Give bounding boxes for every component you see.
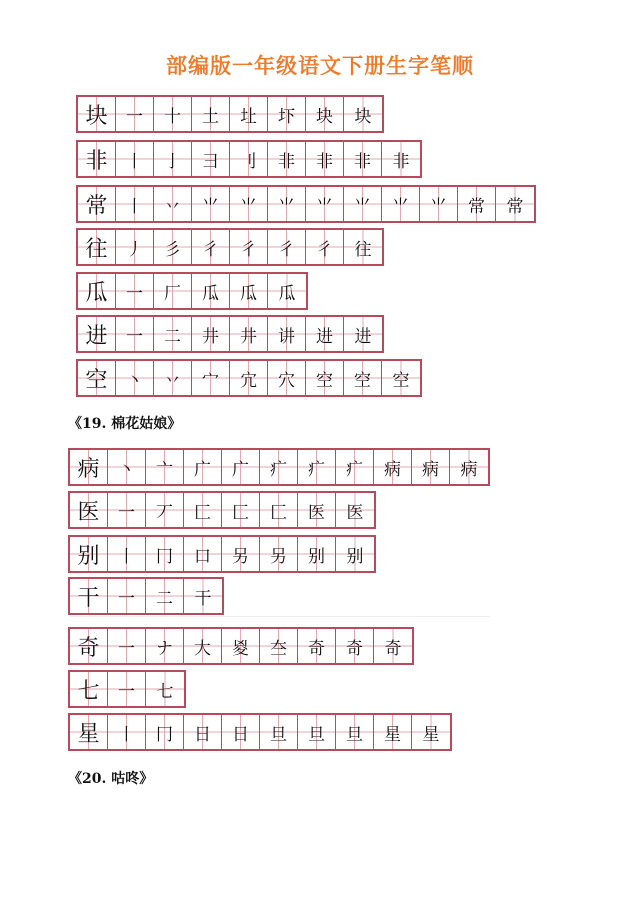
stroke-cell	[146, 715, 184, 749]
divider	[70, 616, 490, 617]
stroke-row	[68, 577, 224, 615]
glyph: 宀	[202, 370, 219, 391]
glyph: 七	[77, 678, 100, 704]
stroke-cell	[184, 579, 222, 613]
glyph: 穴	[278, 370, 295, 391]
stroke-cell	[146, 493, 184, 527]
stroke-cell	[268, 142, 306, 176]
stroke-row	[76, 272, 308, 310]
stroke-cell	[222, 493, 260, 527]
stroke-row	[68, 535, 376, 573]
glyph: 一	[118, 588, 135, 609]
glyph: ⺌	[354, 196, 371, 217]
stroke-cell	[154, 274, 192, 308]
stroke-cell	[116, 274, 154, 308]
glyph: 病	[384, 459, 401, 480]
stroke-cell	[154, 230, 192, 264]
glyph: 星	[77, 721, 100, 747]
stroke-cell	[108, 715, 146, 749]
character-cell	[78, 317, 116, 351]
stroke-cell	[192, 97, 230, 131]
glyph: 奇	[384, 638, 402, 659]
glyph: 瓜	[240, 283, 257, 304]
stroke-row	[76, 140, 422, 178]
stroke-cell	[496, 187, 534, 221]
stroke-row	[68, 670, 186, 708]
glyph: 旦	[346, 724, 363, 745]
stroke-row	[68, 491, 376, 529]
stroke-row	[68, 713, 452, 751]
stroke-cell	[260, 493, 298, 527]
character-cell	[70, 629, 108, 663]
glyph: ⺌	[392, 196, 409, 217]
stroke-cell	[336, 493, 374, 527]
glyph: 一	[126, 106, 143, 127]
stroke-cell	[298, 450, 336, 484]
glyph: 空	[316, 370, 333, 391]
stroke-cell	[184, 629, 222, 663]
stroke-cell	[146, 672, 184, 706]
stroke-cell	[344, 97, 382, 131]
glyph: 一	[118, 681, 135, 702]
stroke-row	[76, 185, 536, 223]
stroke-row	[76, 315, 384, 353]
stroke-row	[68, 448, 490, 486]
stroke-cell	[374, 629, 412, 663]
glyph: 广	[194, 459, 211, 480]
glyph: 亠	[156, 459, 173, 480]
glyph: 一	[118, 502, 135, 523]
glyph: 医	[346, 502, 364, 523]
glyph: 丶	[118, 459, 135, 480]
stroke-cell	[412, 715, 450, 749]
stroke-cell	[146, 450, 184, 484]
glyph: 常	[468, 196, 485, 217]
stroke-cell	[230, 187, 268, 221]
stroke-cell	[268, 230, 306, 264]
glyph: 彳	[202, 239, 219, 260]
glyph: 彳	[316, 239, 333, 260]
stroke-cell	[230, 230, 268, 264]
glyph: 干	[77, 585, 100, 611]
stroke-cell	[222, 537, 260, 571]
glyph: 彐	[202, 151, 219, 172]
stroke-cell	[336, 629, 374, 663]
glyph: 井	[202, 326, 219, 347]
stroke-cell	[230, 361, 268, 395]
glyph: 日	[194, 724, 211, 745]
glyph: 七	[156, 681, 174, 702]
stroke-cell	[108, 450, 146, 484]
stroke-cell	[154, 317, 192, 351]
glyph: ナ	[156, 638, 173, 659]
glyph: 讲	[278, 326, 295, 347]
glyph: 干	[194, 588, 212, 609]
glyph: 往	[85, 236, 108, 262]
stroke-cell	[108, 493, 146, 527]
stroke-cell	[382, 142, 420, 176]
glyph: 大	[194, 638, 211, 659]
stroke-cell	[230, 317, 268, 351]
stroke-cell	[184, 537, 222, 571]
glyph: 丷	[164, 196, 181, 217]
character-cell	[78, 187, 116, 221]
glyph: 常	[506, 196, 524, 217]
glyph: 匚	[270, 502, 287, 523]
glyph: 圷	[278, 106, 295, 127]
stroke-cell	[268, 361, 306, 395]
stroke-cell	[268, 97, 306, 131]
stroke-cell	[116, 97, 154, 131]
glyph: 圵	[240, 106, 257, 127]
glyph: 刂	[240, 151, 257, 172]
glyph: 夳	[270, 638, 287, 659]
glyph: 常	[85, 193, 108, 219]
glyph: 进	[316, 326, 333, 347]
stroke-cell	[154, 142, 192, 176]
stroke-cell	[382, 361, 420, 395]
stroke-cell	[458, 187, 496, 221]
stroke-cell	[306, 97, 344, 131]
glyph: ⺌	[316, 196, 333, 217]
glyph: 病	[460, 459, 478, 480]
stroke-cell	[374, 715, 412, 749]
glyph: 别	[308, 546, 325, 567]
glyph: 奇	[346, 638, 363, 659]
stroke-cell	[154, 361, 192, 395]
stroke-cell	[306, 187, 344, 221]
stroke-cell	[230, 274, 268, 308]
glyph: ⺌	[240, 196, 257, 217]
glyph: 往	[354, 239, 372, 260]
glyph: 井	[240, 326, 257, 347]
glyph: 疒	[346, 459, 363, 480]
glyph: 块	[354, 106, 372, 127]
stroke-cell	[222, 629, 260, 663]
glyph: 疒	[308, 459, 325, 480]
stroke-cell	[268, 187, 306, 221]
glyph: 口	[194, 546, 211, 567]
stroke-cell	[116, 142, 154, 176]
stroke-cell	[298, 537, 336, 571]
stroke-cell	[260, 450, 298, 484]
stroke-cell	[108, 672, 146, 706]
stroke-cell	[260, 629, 298, 663]
glyph: 块	[85, 103, 108, 129]
glyph: 丶	[126, 370, 143, 391]
stroke-cell	[450, 450, 488, 484]
glyph: 匚	[194, 502, 211, 523]
character-cell	[70, 672, 108, 706]
stroke-cell	[306, 142, 344, 176]
stroke-cell	[108, 579, 146, 613]
stroke-cell	[108, 629, 146, 663]
glyph: 进	[85, 323, 108, 349]
stroke-cell	[268, 317, 306, 351]
glyph: 彳	[278, 239, 295, 260]
glyph: 丨	[118, 724, 135, 745]
stroke-row	[76, 359, 422, 397]
stroke-cell	[230, 97, 268, 131]
glyph: 病	[422, 459, 439, 480]
glyph: 日	[232, 724, 249, 745]
glyph: 非	[85, 148, 108, 174]
stroke-cell	[382, 187, 420, 221]
character-cell	[70, 537, 108, 571]
stroke-cell	[146, 537, 184, 571]
stroke-cell	[336, 450, 374, 484]
character-cell	[70, 579, 108, 613]
glyph: 厂	[164, 283, 181, 304]
glyph: 一	[126, 326, 143, 347]
stroke-cell	[230, 142, 268, 176]
glyph: 一	[126, 283, 143, 304]
glyph: 丷	[164, 370, 181, 391]
glyph: 旦	[308, 724, 325, 745]
glyph: ⺌	[278, 196, 295, 217]
stroke-cell	[116, 361, 154, 395]
stroke-cell	[344, 230, 382, 264]
glyph: 医	[308, 502, 325, 523]
glyph: 别	[346, 546, 364, 567]
stroke-cell	[154, 97, 192, 131]
stroke-cell	[146, 629, 184, 663]
glyph: 医	[77, 499, 100, 525]
glyph: ⺌	[202, 196, 219, 217]
glyph: 星	[422, 724, 440, 745]
stroke-cell	[420, 187, 458, 221]
glyph: 奇	[77, 635, 100, 661]
lesson-20-heading: 《20. 咕咚》	[68, 771, 154, 787]
glyph: 丿	[126, 239, 143, 260]
character-cell	[78, 97, 116, 131]
stroke-cell	[306, 361, 344, 395]
character-cell	[70, 493, 108, 527]
glyph: 另	[232, 546, 249, 567]
glyph: 疒	[270, 459, 287, 480]
glyph: 空	[392, 370, 410, 391]
glyph: 空	[85, 367, 108, 393]
stroke-cell	[146, 579, 184, 613]
stroke-cell	[192, 187, 230, 221]
character-cell	[78, 361, 116, 395]
glyph: 丆	[156, 502, 173, 523]
glyph: 亅	[164, 151, 181, 172]
stroke-cell	[306, 317, 344, 351]
glyph: 奇	[308, 638, 325, 659]
stroke-cell	[192, 142, 230, 176]
stroke-cell	[116, 230, 154, 264]
stroke-cell	[108, 537, 146, 571]
glyph: 丨	[118, 546, 135, 567]
stroke-cell	[116, 187, 154, 221]
stroke-cell	[374, 450, 412, 484]
glyph: 另	[270, 546, 287, 567]
stroke-cell	[184, 493, 222, 527]
glyph: 丨	[126, 196, 143, 217]
glyph: 二	[156, 588, 173, 609]
glyph: 广	[232, 459, 249, 480]
glyph: 进	[354, 326, 372, 347]
character-cell	[78, 274, 116, 308]
glyph: 非	[354, 151, 371, 172]
stroke-cell	[344, 317, 382, 351]
stroke-row	[76, 228, 384, 266]
stroke-cell	[192, 317, 230, 351]
stroke-cell	[192, 361, 230, 395]
stroke-cell	[306, 230, 344, 264]
stroke-cell	[184, 450, 222, 484]
glyph: 非	[392, 151, 410, 172]
glyph: 别	[77, 543, 100, 569]
stroke-cell	[184, 715, 222, 749]
glyph: 彡	[164, 239, 181, 260]
stroke-cell	[222, 715, 260, 749]
stroke-cell	[192, 274, 230, 308]
glyph: 丨	[126, 151, 143, 172]
glyph: 非	[278, 151, 295, 172]
stroke-cell	[298, 493, 336, 527]
glyph: 一	[118, 638, 135, 659]
glyph: 旦	[270, 724, 287, 745]
glyph: 非	[316, 151, 333, 172]
stroke-cell	[344, 142, 382, 176]
stroke-cell	[298, 629, 336, 663]
stroke-cell	[154, 187, 192, 221]
stroke-cell	[192, 230, 230, 264]
glyph: ⺌	[430, 196, 447, 217]
glyph: 宂	[240, 370, 257, 391]
stroke-cell	[336, 715, 374, 749]
glyph: 瓜	[85, 280, 108, 306]
glyph: 土	[202, 106, 219, 127]
stroke-cell	[336, 537, 374, 571]
stroke-cell	[260, 715, 298, 749]
stroke-cell	[268, 274, 306, 308]
stroke-cell	[298, 715, 336, 749]
character-cell	[70, 450, 108, 484]
character-cell	[78, 230, 116, 264]
stroke-row	[68, 627, 414, 665]
glyph: 空	[354, 370, 371, 391]
stroke-row	[76, 95, 384, 133]
stroke-cell	[116, 317, 154, 351]
glyph: 匚	[232, 502, 249, 523]
glyph: 块	[316, 106, 333, 127]
glyph: 彳	[240, 239, 257, 260]
glyph: 病	[77, 456, 100, 482]
lesson-19-heading: 《19. 棉花姑娘》	[68, 416, 182, 432]
stroke-cell	[344, 187, 382, 221]
glyph: 㚇	[232, 638, 249, 659]
stroke-cell	[344, 361, 382, 395]
glyph: 瓜	[202, 283, 219, 304]
stroke-cell	[412, 450, 450, 484]
glyph: 星	[384, 724, 401, 745]
glyph: 冂	[156, 724, 173, 745]
page-title: 部编版一年级语文下册生字笔顺	[166, 54, 474, 78]
stroke-cell	[222, 450, 260, 484]
glyph: 二	[164, 326, 181, 347]
character-cell	[78, 142, 116, 176]
character-cell	[70, 715, 108, 749]
glyph: 瓜	[278, 283, 296, 304]
glyph: 十	[164, 106, 181, 127]
stroke-cell	[260, 537, 298, 571]
glyph: 冂	[156, 546, 173, 567]
